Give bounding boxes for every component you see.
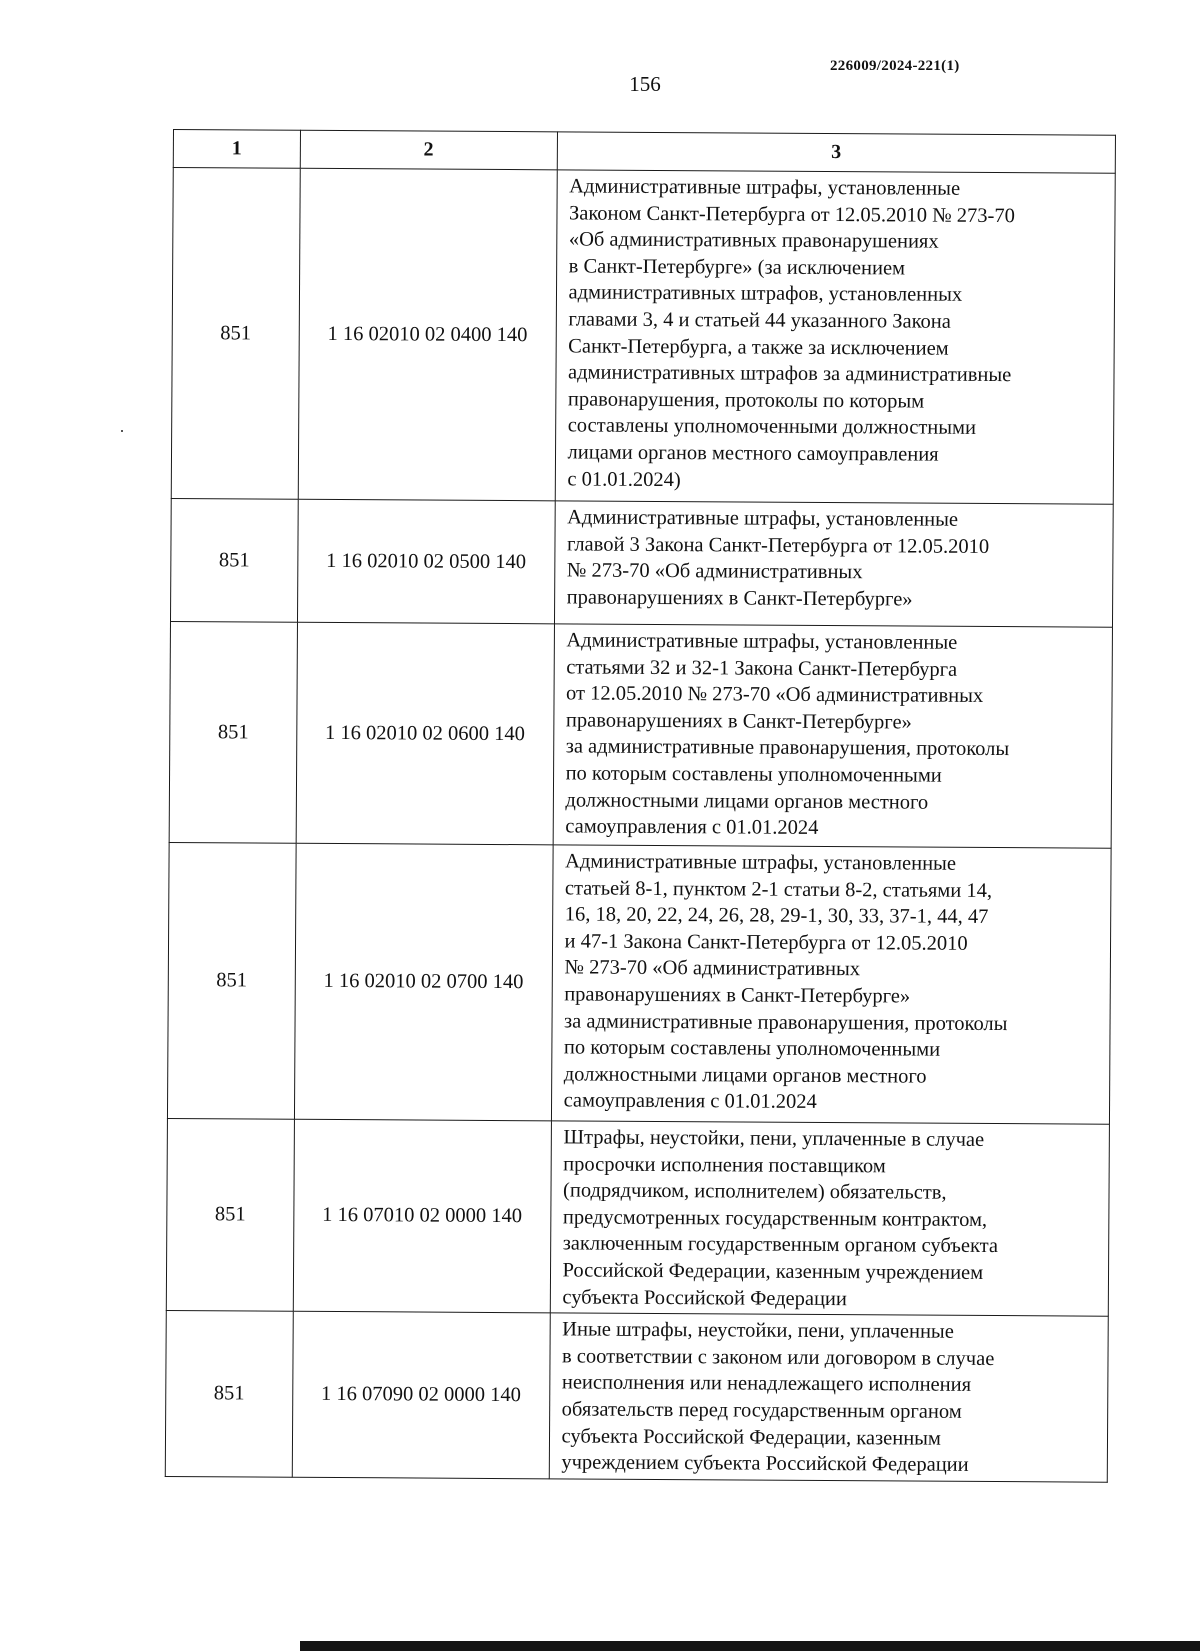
column-header-3: 3 <box>557 132 1116 173</box>
revenue-code-cell: 1 16 07010 02 0000 140 <box>293 1119 551 1313</box>
table-row <box>171 168 1115 505</box>
revenue-code-cell: 1 16 02010 02 0600 140 <box>296 622 554 845</box>
revenue-description-cell: Административные штрафы, установленные статьей 8-1, пунктом 2-1 статьи 8-2, статьями 14, 16, 18, 20, 22, 24, 26, 28, 29-1, 30, 33, 37-1, 44, 47 и 47-1 Закона Санкт-Петербурга от 12.05.2010 № 273-70 «Об административных правонарушениях в Санкт-Петербурге» за административные правонарушения, протоколы по которым составлены уполномоченными должностными лицами органов местного самоуправления с 01.01.2024 <box>551 845 1111 1124</box>
table-body <box>165 168 1115 1483</box>
table-row <box>167 842 1111 1124</box>
admin-code-cell: 851 <box>170 498 298 622</box>
revenue-code-cell: 1 16 02010 02 0500 140 <box>297 499 554 624</box>
revenue-description-cell: Иные штрафы, неустойки, пени, уплаченные в соответствии с законом или договором в случае неисполнения или ненадлежащего исполнения обязательств перед государственным органом субъекта Российской Федерации, казенным учреждением субъекта Российской Федерации <box>549 1313 1108 1482</box>
column-header-1: 1 <box>173 130 300 169</box>
table-header <box>173 130 1115 174</box>
revenue-code-cell: 1 16 07090 02 0000 140 <box>292 1311 550 1479</box>
table-row <box>166 1118 1109 1316</box>
scan-artifact-dot <box>121 430 123 432</box>
admin-code-cell: 851 <box>171 168 300 500</box>
revenue-code-cell: 1 16 02010 02 0700 140 <box>294 843 552 1121</box>
revenue-description-cell: Штрафы, неустойки, пени, уплаченные в случае просрочки исполнения поставщиком (подрядчиком, исполнителем) обязательств, предусмотренных государственным контрактом, заключенным государственным органом субъекта Российской Федерации, казенным учреждением субъекта Российской Федерации <box>550 1121 1110 1317</box>
revenue-code-cell: 1 16 02010 02 0400 140 <box>298 168 557 501</box>
table-row <box>165 1311 1108 1483</box>
column-header-2: 2 <box>300 130 557 170</box>
admin-code-cell: 851 <box>166 1118 294 1311</box>
table-row <box>170 498 1113 627</box>
budget-codes-table <box>165 129 1116 1483</box>
page-number: 156 <box>629 72 661 96</box>
revenue-description-cell: Административные штрафы, установленные статьями 32 и 32-1 Закона Санкт-Петербурга от 12.05.2010 № 273-70 «Об административных правонарушениях в Санкт-Петербурге» за административные правонарушения, протоколы по которым составлены уполномоченными должностными лицами органов местного самоуправления с 01.01.2024 <box>553 624 1113 848</box>
admin-code-cell: 851 <box>165 1311 293 1478</box>
scan-bottom-edge <box>300 1641 1200 1651</box>
document-registration-number: 226009/2024-221(1) <box>830 58 960 74</box>
table-row <box>169 621 1112 848</box>
header-row <box>173 130 1115 174</box>
revenue-description-cell: Административные штрафы, установленные Законом Санкт-Петербурга от 12.05.2010 № 273-70 «Об административных правонарушениях в Санкт-Петербурге» (за исключением административных штрафов, установленных главами 3, 4 и статьей 44 указанного Закона Санкт-Петербурга, а также за исключением административных штрафов за административные правонарушения, протоколы по которым составлены уполномоченными должностными лицами органов местного самоуправления с 01.01.2024) <box>555 170 1115 504</box>
revenue-description-cell: Административные штрафы, установленные главой 3 Закона Санкт-Петербурга от 12.05.2010 № 273-70 «Об административных правонарушениях в Санкт-Петербурге» <box>554 501 1113 627</box>
admin-code-cell: 851 <box>167 842 296 1119</box>
admin-code-cell: 851 <box>169 621 297 843</box>
